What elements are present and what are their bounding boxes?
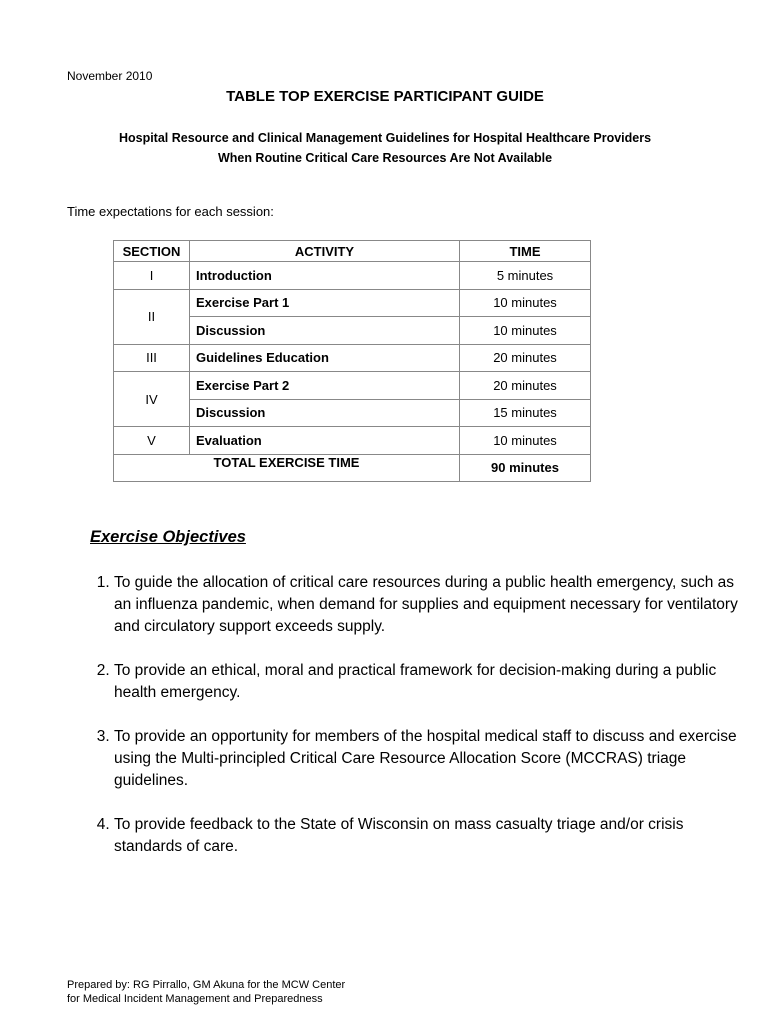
list-item: 4. To provide feedback to the State of Wisconsin on mass casualty triage and/or crisis standards of care. — [114, 814, 744, 858]
time-expectations-label: Time expectations for each session: — [67, 204, 274, 219]
section-cell: I — [114, 262, 190, 290]
list-item: 2. To provide an ethical, moral and practical framework for decision-making during a public health emergency. — [114, 660, 744, 704]
header-activity: ACTIVITY — [190, 241, 460, 262]
table-row — [114, 262, 591, 290]
time-cell: 5 minutes — [460, 262, 591, 290]
activity-cell: Discussion — [190, 399, 460, 427]
section-cell: III — [114, 344, 190, 372]
footer-credits — [67, 978, 345, 1006]
activity-cell: Evaluation — [190, 427, 460, 455]
time-cell: 20 minutes — [460, 344, 591, 372]
section-cell: IV — [114, 372, 190, 427]
time-cell: 10 minutes — [460, 317, 591, 345]
section-cell: II — [114, 289, 190, 344]
activity-cell: Exercise Part 1 — [190, 289, 460, 317]
time-cell: 10 minutes — [460, 427, 591, 455]
table-row — [114, 372, 591, 400]
section-cell: V — [114, 427, 190, 455]
document-date: November 2010 — [67, 69, 153, 83]
total-label: TOTAL EXERCISE TIME — [114, 454, 460, 482]
total-time: 90 minutes — [460, 454, 591, 482]
total-row — [114, 454, 591, 482]
list-item: 3. To provide an opportunity for members of the hospital medical staff to discuss and exercise using the Multi-principled Critical Care Resource Allocation Score (MCCRAS) triage guidelines. — [114, 726, 744, 792]
activity-cell: Exercise Part 2 — [190, 372, 460, 400]
activity-cell: Guidelines Education — [190, 344, 460, 372]
activity-cell: Discussion — [190, 317, 460, 345]
objectives-list — [88, 572, 744, 880]
header-time: TIME — [460, 241, 591, 262]
table-row — [114, 289, 591, 317]
document-title: TABLE TOP EXERCISE PARTICIPANT GUIDE — [226, 88, 544, 105]
subtitle-line-2: When Routine Critical Care Resources Are Not Available — [217, 151, 553, 165]
objectives-heading: Exercise Objectives — [90, 528, 246, 546]
table-row — [114, 427, 591, 455]
list-item: 1. To guide the allocation of critical care resources during a public health emergency, such as an influenza pandemic, when demand for supplies and equipment necessary for ventilatory and circulatory support exceeds supply. — [114, 572, 744, 638]
subtitle-line-1: Hospital Resource and Clinical Management Guidelines for Hospital Healthcare Providers — [118, 131, 652, 145]
activity-cell: Introduction — [190, 262, 460, 290]
schedule-table — [113, 240, 591, 482]
time-cell: 10 minutes — [460, 289, 591, 317]
header-section: SECTION — [114, 241, 190, 262]
document-subtitle — [0, 128, 770, 168]
footer-line-2: for Medical Incident Management and Preparedness — [67, 993, 323, 1005]
time-cell: 15 minutes — [460, 399, 591, 427]
table-header-row — [114, 241, 591, 262]
table-row — [114, 344, 591, 372]
footer-line-1: Prepared by: RG Pirrallo, GM Akuna for the MCW Center — [67, 979, 346, 991]
time-cell: 20 minutes — [460, 372, 591, 400]
